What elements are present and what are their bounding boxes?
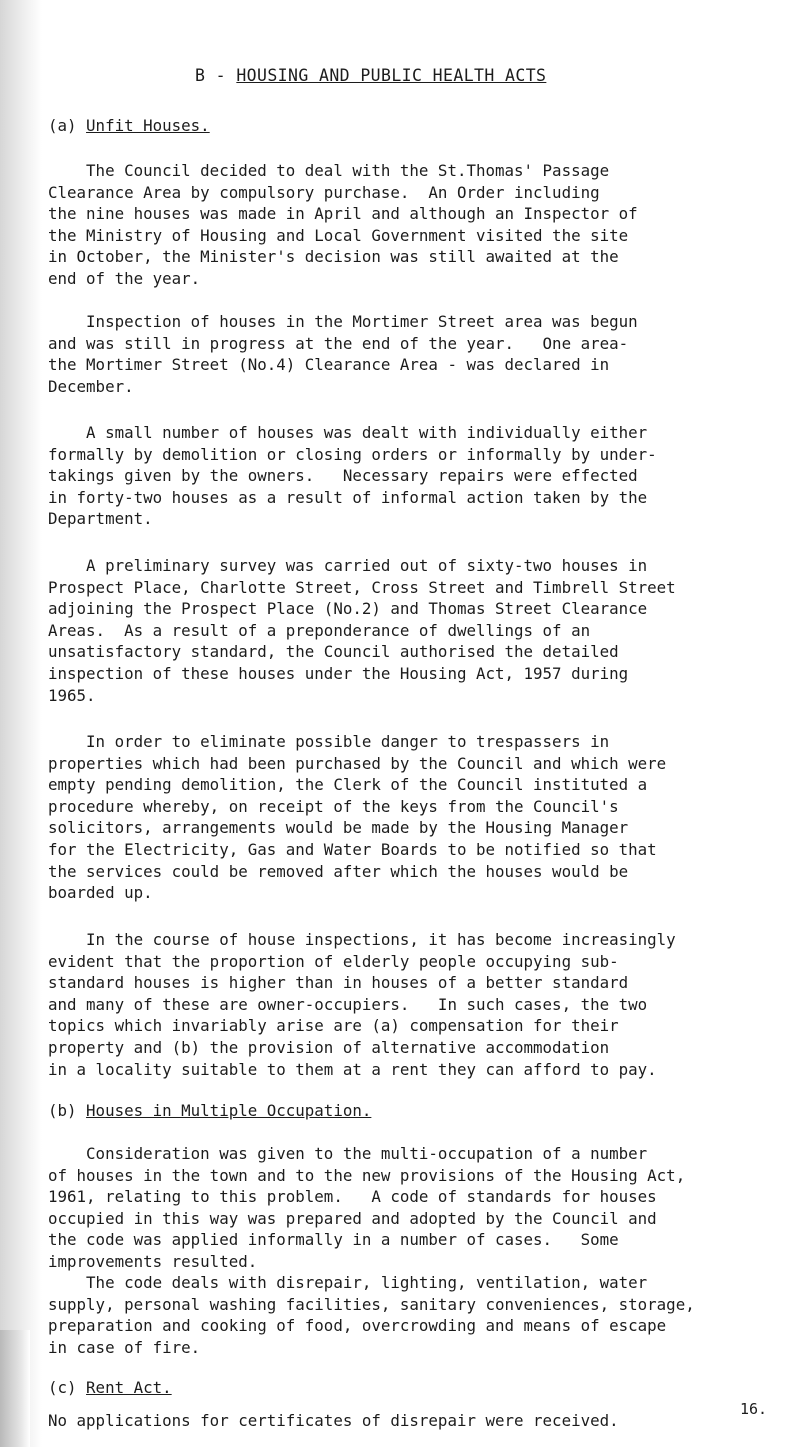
paragraph-line: No applications for certificates of disrepair were received. (48, 1411, 619, 1430)
paragraph-line: topics which invariably arise are (a) compensation for their (48, 1016, 619, 1036)
paragraph-line: in October, the Minister's decision was still awaited at the (48, 247, 619, 267)
paragraph-line: the Ministry of Housing and Local Government visited the site (48, 225, 629, 245)
paragraph-line: property and (b) the provision of alternative accommodation (48, 1037, 610, 1057)
paragraph-rent-act (48, 1410, 788, 1432)
paragraph-mortimer-street (48, 311, 788, 397)
paragraph-code-contents (48, 1272, 788, 1358)
paragraph-line: The code deals with disrepair, lighting, ventilation, water (48, 1273, 648, 1292)
paragraph-line: In order to eliminate possible danger to trespassers in (48, 732, 610, 751)
paragraph-line: in a locality suitable to them at a rent they can afford to pay. (48, 1059, 657, 1079)
paragraph-line: empty pending demolition, the Clerk of the Council instituted a (48, 775, 648, 795)
paragraph-line: boarded up. (48, 883, 153, 903)
section-title: Rent Act. (86, 1378, 172, 1397)
paragraph-line: for the Electricity, Gas and Water Boards to be notified so that (48, 839, 657, 859)
paragraph-line: 1965. (48, 685, 96, 705)
paragraph-line: takings given by the owners. Necessary repairs were effected (48, 466, 638, 486)
paragraph-trespassers (48, 731, 788, 904)
paragraph-line: evident that the proportion of elderly people occupying sub- (48, 951, 619, 971)
paragraph-line: inspection of these houses under the Housing Act, 1957 during (48, 663, 629, 683)
section-heading-b (48, 1101, 371, 1120)
heading-prefix: B - (195, 66, 237, 85)
scan-edge-shadow-bottom (0, 1330, 30, 1447)
page-number: 16. (740, 1400, 768, 1418)
paragraph-line: unsatisfactory standard, the Council authorised the detailed (48, 642, 619, 662)
scan-edge-shadow (0, 0, 42, 1447)
paragraph-line: Inspection of houses in the Mortimer Street area was begun (48, 312, 638, 331)
heading-title: HOUSING AND PUBLIC HEALTH ACTS (236, 66, 547, 85)
paragraph-line: Clearance Area by compulsory purchase. An Order including (48, 182, 600, 202)
paragraph-line: and many of these are owner-occupiers. In such cases, the two (48, 994, 648, 1014)
section-heading-c (48, 1378, 172, 1397)
paragraph-preliminary-survey (48, 555, 788, 706)
section-label: (a) (48, 116, 87, 135)
paragraph-line: Department. (48, 509, 153, 529)
paragraph-st-thomas-passage (48, 160, 788, 290)
paragraph-line: the services could be removed after which the houses would be (48, 861, 629, 881)
paragraph-line: 1961, relating to this problem. A code of standards for houses (48, 1187, 657, 1207)
paragraph-line: properties which had been purchased by the Council and which were (48, 753, 667, 773)
paragraph-line: the Mortimer Street (No.4) Clearance Area - was declared in (48, 355, 610, 375)
paragraph-line: December. (48, 376, 134, 396)
paragraph-line: of houses in the town and to the new provisions of the Housing Act, (48, 1165, 686, 1185)
section-label: (b) (48, 1101, 87, 1120)
section-title: Unfit Houses. (86, 116, 210, 135)
paragraph-multi-occupation (48, 1143, 788, 1273)
paragraph-line: end of the year. (48, 268, 201, 288)
paragraph-line: solicitors, arrangements would be made by the Housing Manager (48, 818, 629, 838)
paragraph-line: standard houses is higher than in houses of a better standard (48, 973, 629, 993)
paragraph-line: in case of fire. (48, 1337, 201, 1357)
paragraph-line: and was still in progress at the end of the year. One area- (48, 333, 629, 353)
paragraph-line: occupied in this way was prepared and adopted by the Council and (48, 1208, 657, 1228)
section-label: (c) (48, 1378, 87, 1397)
paragraph-line: Areas. As a result of a preponderance of dwellings of an (48, 620, 591, 640)
paragraph-line: the nine houses was made in April and although an Inspector of (48, 204, 638, 224)
paragraph-line: improvements resulted. (48, 1251, 258, 1271)
paragraph-line: A small number of houses was dealt with individually either (48, 423, 648, 442)
paragraph-line: In the course of house inspections, it has become increasingly (48, 930, 676, 949)
paragraph-line: Prospect Place, Charlotte Street, Cross Street and Timbrell Street (48, 577, 676, 597)
paragraph-line: Consideration was given to the multi-occupation of a number (48, 1144, 648, 1163)
section-title: Houses in Multiple Occupation. (86, 1101, 372, 1120)
paragraph-line: The Council decided to deal with the St.Thomas' Passage (48, 161, 610, 180)
paragraph-line: A preliminary survey was carried out of sixty-two houses in (48, 556, 648, 575)
paragraph-line: in forty-two houses as a result of informal action taken by the (48, 487, 648, 507)
paragraph-line: preparation and cooking of food, overcrowding and means of escape (48, 1316, 667, 1336)
section-heading-a (48, 116, 210, 135)
paragraph-line: adjoining the Prospect Place (No.2) and Thomas Street Clearance (48, 599, 648, 619)
page-heading (195, 66, 546, 85)
paragraph-elderly-occupiers (48, 929, 788, 1080)
paragraph-line: formally by demolition or closing orders or informally by under- (48, 444, 657, 464)
paragraph-line: the code was applied informally in a number of cases. Some (48, 1230, 619, 1250)
paragraph-line: procedure whereby, on receipt of the keys from the Council's (48, 796, 619, 816)
paragraph-individual-houses (48, 422, 788, 530)
paragraph-line: supply, personal washing facilities, sanitary conveniences, storage, (48, 1294, 695, 1314)
